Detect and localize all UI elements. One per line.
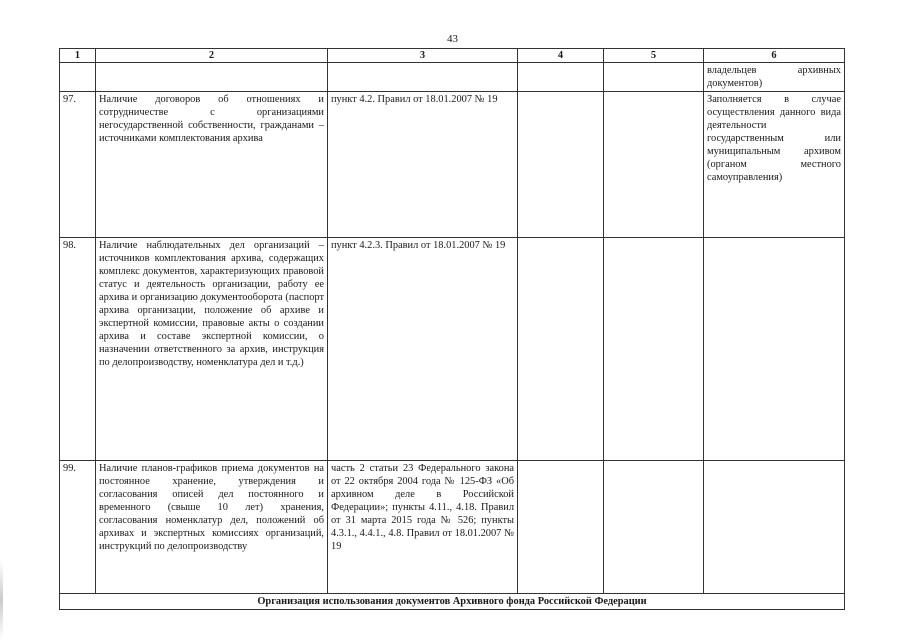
note-cell [704,238,845,461]
page-number: 43 [447,33,458,45]
column-header-5: 5 [604,49,704,63]
column-header-4: 4 [518,49,604,63]
column-header-2: 2 [96,49,328,63]
section-footer-row [60,594,845,610]
table-row [60,63,845,92]
table-row [60,461,845,594]
legal-basis-cell: пункт 4.2. Правил от 18.01.2007 № 19 [328,92,518,238]
requirement-cell: Наличие планов-графиков приема документов на постоянное хранение, утверждения и согласования описей дел постоянного и временного (свыше 10 лет) хранения, согласования номенклатур дел, положений об архивах и экспертных комиссиях организаций, инструкций по делопроизводству [96,461,328,594]
requirements-table [59,48,845,610]
note-cell: Заполняется в случае осуществления данного вида деятельности государственным или муниципальным архивом (органом местного самоуправления) [704,92,845,238]
table-row [60,92,845,238]
column-5-cell [604,92,704,238]
note-cell: владельцев архивных документов) [704,63,845,92]
column-header-row [60,49,845,63]
requirement-cell: Наличие наблюдательных дел организаций – источников комплектования архива, содержащих комплекс документов, характеризующих правовой статус и деятельность организации, работу ее архива и организацию документооборота (паспорт архива организации, положение об архиве и экспертной комиссии, правовые акты о создании архива и составе экспертной комиссии, о назначении ответственного за архив, инструкция по делопроизводству, номенклатура дел и т.д.) [96,238,328,461]
scan-edge-shadow [0,560,3,640]
legal-basis-cell [328,63,518,92]
column-header-6: 6 [704,49,845,63]
column-5-cell [604,63,704,92]
legal-basis-cell: пункт 4.2.3. Правил от 18.01.2007 № 19 [328,238,518,461]
column-4-cell [518,461,604,594]
row-number: 98. [60,238,96,461]
row-number: 97. [60,92,96,238]
requirement-cell [96,63,328,92]
column-4-cell [518,238,604,461]
table-row [60,238,845,461]
requirement-cell: Наличие договоров об отношениях и сотрудничестве с организациями негосударственной собственности, гражданами – источниками комплектования архива [96,92,328,238]
column-5-cell [604,461,704,594]
legal-basis-cell: часть 2 статьи 23 Федерального закона от 22 октября 2004 года № 125-ФЗ «Об архивном деле в Российской Федерации»; пункты 4.11., 4.18. Правил от 31 марта 2015 года № 526; пункты 4.3.1., 4.4.1., 4.8. Правил от 18.01.2007 № 19 [328,461,518,594]
column-header-3: 3 [328,49,518,63]
column-header-1: 1 [60,49,96,63]
section-footer-heading: Организация использования документов Архивного фонда Российской Федерации [60,594,845,610]
column-4-cell [518,63,604,92]
row-number [60,63,96,92]
row-number: 99. [60,461,96,594]
column-5-cell [604,238,704,461]
note-cell [704,461,845,594]
column-4-cell [518,92,604,238]
